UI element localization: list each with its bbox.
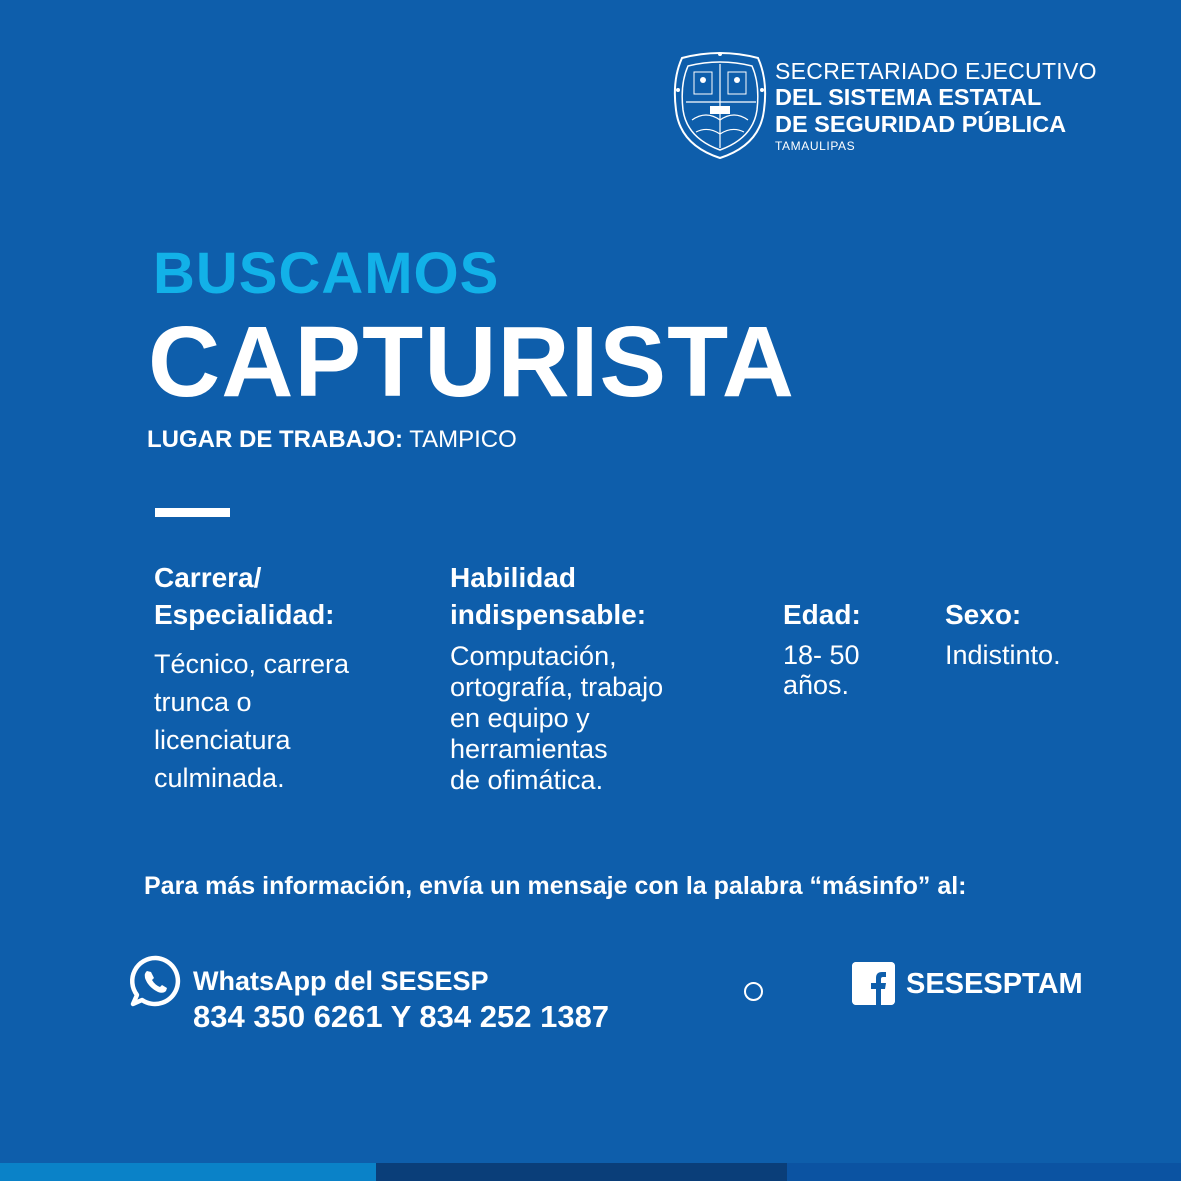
text-line: herramientas	[450, 734, 608, 764]
requirement-heading-sex: Sexo:	[945, 599, 1022, 630]
text-line: de ofimática.	[450, 765, 604, 795]
whatsapp-icon[interactable]	[129, 955, 183, 1009]
org-line-4: TAMAULIPAS	[775, 139, 856, 153]
circle-icon	[744, 982, 763, 1001]
footer-bar-left	[0, 1163, 376, 1181]
organization-name	[775, 60, 1097, 152]
text-line: Técnico, carrera	[154, 649, 350, 679]
facebook-handle[interactable]: SESESPTAM	[906, 968, 1083, 1000]
heading-line: Carrera/	[154, 562, 262, 593]
whatsapp-contact[interactable]	[193, 964, 609, 1034]
coat-of-arms-icon	[670, 50, 770, 162]
location-value: TAMPICO	[409, 426, 517, 453]
text-line: culminada.	[154, 763, 285, 793]
whatsapp-label: WhatsApp del SESESP	[193, 966, 489, 996]
text-line: Computación,	[450, 641, 617, 671]
footer-bar-middle	[376, 1163, 787, 1181]
org-line-3: DE SEGURIDAD PÚBLICA	[775, 110, 1067, 137]
text-line: en equipo y	[450, 703, 590, 733]
kicker-heading: BUSCAMOS	[153, 241, 500, 306]
requirement-text-age	[783, 640, 903, 700]
requirement-heading-career	[154, 559, 335, 633]
requirement-text-sex	[945, 640, 1061, 671]
requirement-text-career	[154, 645, 404, 797]
org-line-2: DEL SISTEMA ESTATAL	[775, 84, 1042, 110]
more-info-text: Para más información, envía un mensaje con la palabra “másinfo” al:	[144, 872, 967, 900]
facebook-icon[interactable]	[852, 962, 895, 1005]
text-line: 18- 50	[783, 640, 860, 670]
location-label: LUGAR DE TRABAJO:	[147, 426, 403, 453]
requirement-heading-skills	[450, 559, 646, 633]
footer-bar-right	[787, 1163, 1181, 1181]
job-title: CAPTURISTA	[148, 306, 796, 418]
text-line: Indistinto.	[945, 640, 1061, 670]
requirement-text-skills	[450, 641, 710, 796]
heading-line: Especialidad:	[154, 599, 335, 630]
divider	[155, 508, 230, 517]
heading-line: Habilidad	[450, 562, 577, 593]
requirement-heading-age: Edad:	[783, 599, 861, 630]
text-line: trunca o	[154, 687, 252, 717]
job-location	[147, 426, 517, 454]
text-line: años.	[783, 670, 850, 700]
text-line: licenciatura	[154, 725, 291, 755]
whatsapp-numbers: 834 350 6261 Y 834 252 1387	[193, 999, 610, 1034]
org-line-1: SECRETARIADO EJECUTIVO	[775, 58, 1097, 84]
text-line: ortografía, trabajo	[450, 672, 664, 702]
heading-line: indispensable:	[450, 599, 647, 630]
